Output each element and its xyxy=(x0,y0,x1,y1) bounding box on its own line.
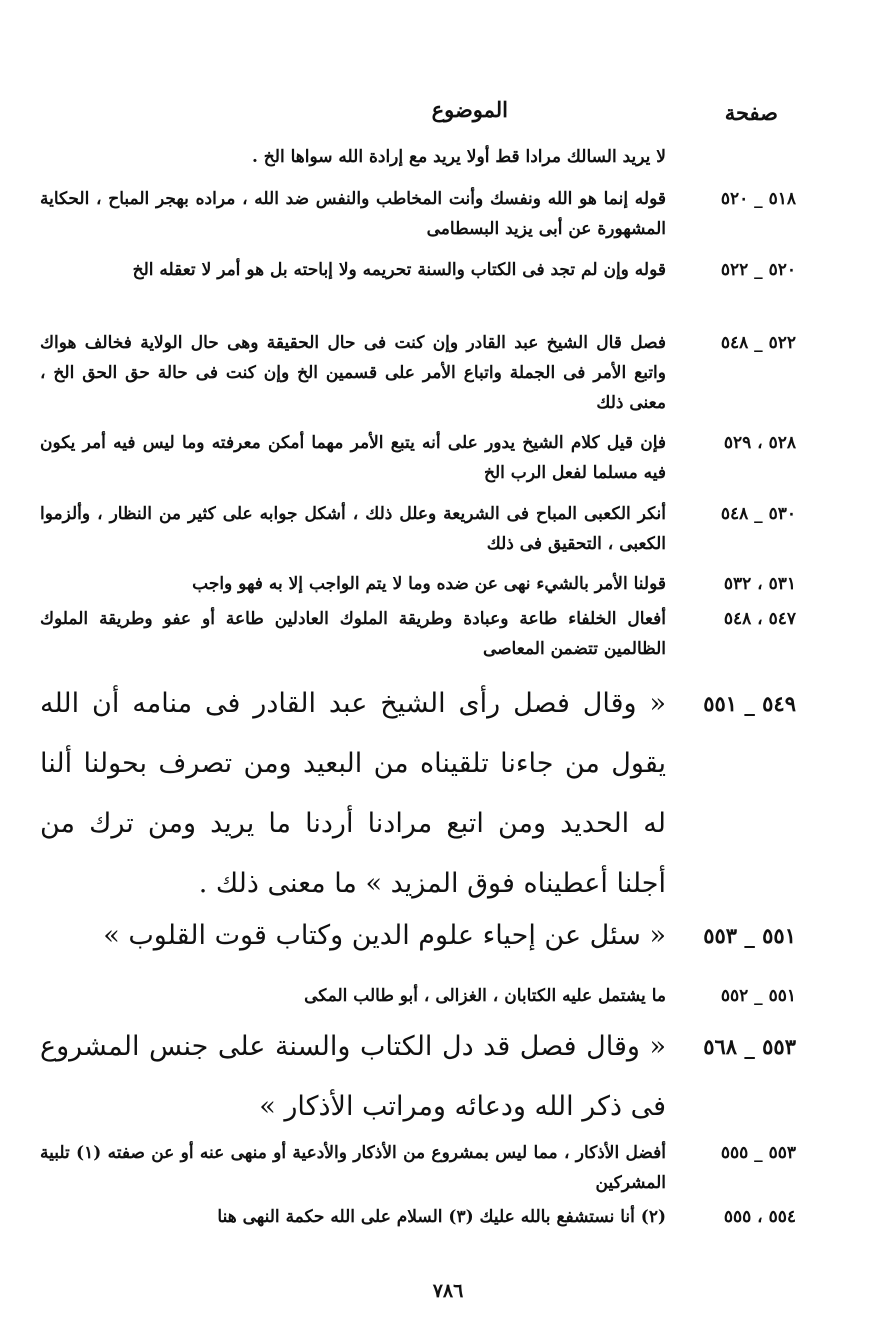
entry-page-range: ٥٥١ _ ٥٥٢ xyxy=(720,986,796,1006)
entry-topic: قوله إنما هو الله ونفسك وأنت المخاطب والنفس ضد الله ، مراده بهجر المباح ، الحكاية المشهورة عن أبى يزيد البسطامى xyxy=(40,189,666,239)
entry-page-range: ٥٤٧ ، ٥٤٨ xyxy=(723,609,796,629)
entry-topic: ما يشتمل عليه الكتابان ، الغزالى ، أبو طالب المكى xyxy=(304,986,666,1006)
entry-page-range: ٥٣٠ _ ٥٤٨ xyxy=(720,504,796,524)
page-number: ٧٨٦ xyxy=(432,1280,464,1302)
entry-page-range: ٥٥١ _ ٥٥٣ xyxy=(703,923,796,948)
entry-topic: أفعال الخلفاء طاعة وعبادة وطريقة الملوك العادلين طاعة أو عفو وطريقة الملوك الظالمين تتضمن المعاصى xyxy=(40,609,666,659)
entry-topic: لا يريد السالك مرادا قط أولا يريد مع إرادة الله سواها الخ . xyxy=(251,147,666,167)
topic-column-header: الموضوع xyxy=(431,97,508,122)
entry-page-range: ٥٢٠ _ ٥٢٢ xyxy=(720,260,796,280)
page-column-header: صفحة xyxy=(724,100,778,125)
entry-page-range: ٥٥٣ _ ٥٥٥ xyxy=(720,1143,796,1163)
entry-page-range: ٥٣١ ، ٥٣٢ xyxy=(723,574,796,594)
entry-topic: (٢) أنا نستشفع بالله عليك (٣) السلام على الله حكمة النهى هنا xyxy=(217,1207,666,1227)
entry-page-range: ٥١٨ _ ٥٢٠ xyxy=(720,189,796,209)
entry-topic: أفضل الأذكار ، مما ليس بمشروع من الأذكار والأدعية أو منهى عنه أو عن صفته (١) تلبية المشركين xyxy=(40,1143,667,1193)
entry-topic: فإن قيل كلام الشيخ يدور على أنه يتبع الأمر مهما أمكن معرفته وما ليس فيه أمر يكون فيه مسلما لفعل الرب الخ xyxy=(40,433,666,483)
entry-page-range: ٥٤٩ _ ٥٥١ xyxy=(703,691,796,716)
entry-topic: قولنا الأمر بالشيء نهى عن ضده وما لا يتم الواجب إلا به فهو واجب xyxy=(192,574,666,594)
entry-topic: « سئل عن إحياء علوم الدين وكتاب قوت القلوب » xyxy=(103,920,666,951)
entry-topic: « وقال فصل قد دل الكتاب والسنة على جنس المشروع فى ذكر الله ودعائه ومراتب الأذكار » xyxy=(40,1031,666,1122)
entry-topic: « وقال فصل رأى الشيخ عبد القادر فى منامه أن الله يقول من جاءنا تلقيناه من البعيد ومن تصرف بحولنا ألنا له الحديد ومن اتبع مرادنا أردنا ما يريد ومن ترك من أجلنا أعطيناه فوق المزيد » ما معنى ذلك . xyxy=(40,688,666,899)
entry-topic: أنكر الكعبى المباح فى الشريعة وعلل ذلك ، أشكل جوابه على كثير من النظار ، وألزموا الكعبى ، التحقيق فى ذلك xyxy=(40,504,666,554)
entry-topic: فصل قال الشيخ عبد القادر وإن كنت فى حال الحقيقة وهى حال الولاية فخالف هواك واتبع الأمر فى الجملة واتباع الأمر على قسمين الخ وإن كنت فى حالة حق الحق الخ ، معنى ذلك xyxy=(40,333,666,413)
entry-page-range: ٥٥٣ _ ٥٦٨ xyxy=(703,1034,796,1059)
entry-page-range: ٥٥٤ ، ٥٥٥ xyxy=(723,1207,796,1227)
entry-topic: قوله وإن لم تجد فى الكتاب والسنة تحريمه ولا إباحته بل هو أمر لا تعقله الخ xyxy=(132,260,666,280)
entry-page-range: ٥٢٢ _ ٥٤٨ xyxy=(720,333,796,353)
entry-page-range: ٥٢٨ ، ٥٢٩ xyxy=(723,433,796,453)
